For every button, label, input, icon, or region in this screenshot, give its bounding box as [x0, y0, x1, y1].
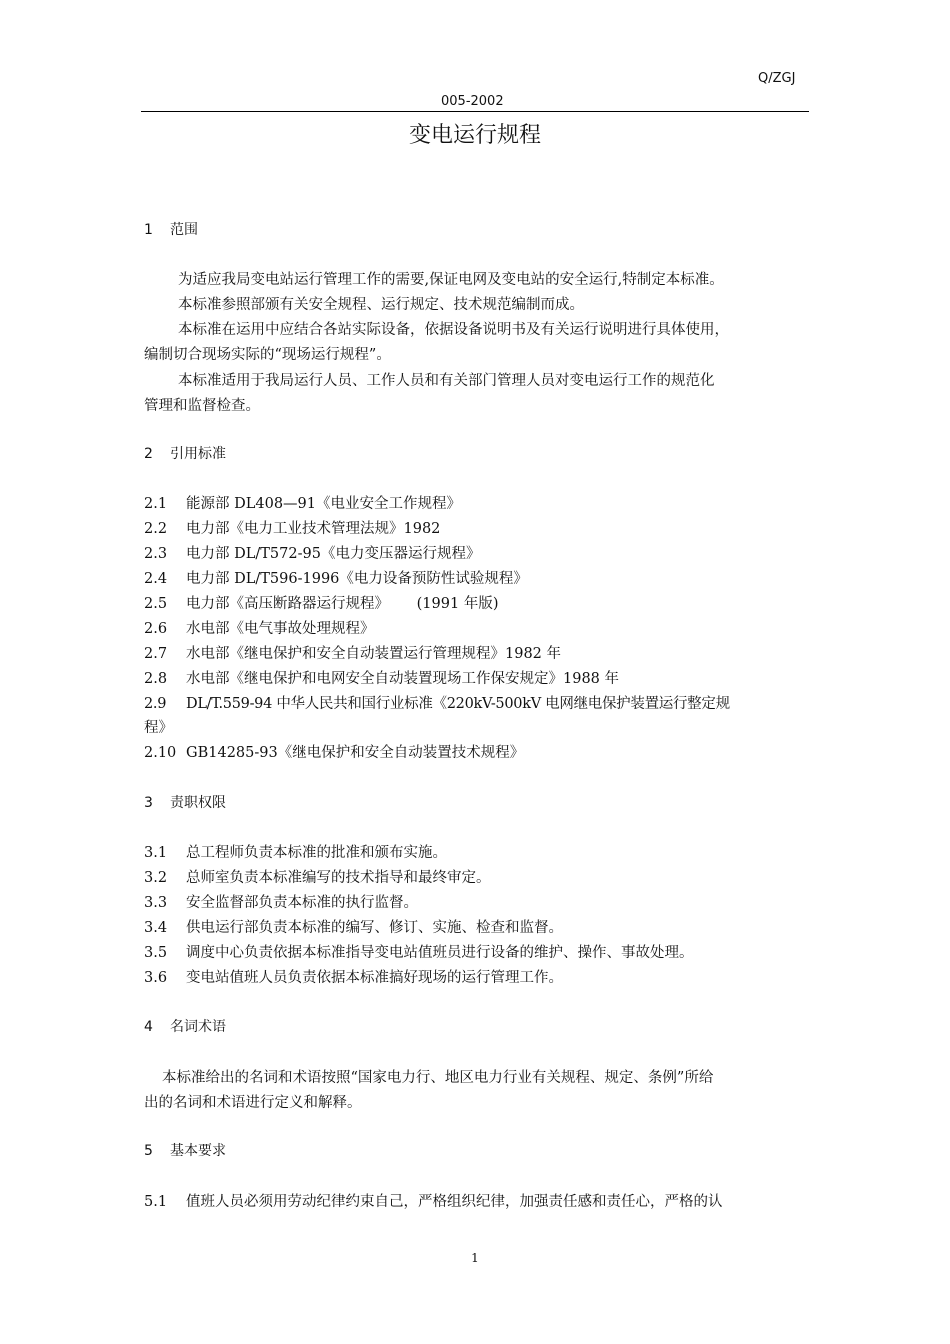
item-text: 值班人员必须用劳动纪律约束自己，严格组织纪律，加强责任感和责任心，严格的认	[186, 1194, 723, 1210]
item-number: 3.3	[144, 895, 168, 911]
section-title: 责职权限	[170, 795, 226, 811]
section-heading-5	[144, 1140, 226, 1160]
section-title: 范围	[170, 222, 198, 238]
item-number: 2.6	[144, 621, 168, 637]
item-text: 电力部《电力工业技术管理法规》1982	[186, 521, 441, 537]
item-number: 3.4	[144, 920, 168, 936]
list-item	[144, 667, 619, 688]
section-heading-2	[144, 443, 226, 463]
page-number: 1	[471, 1251, 479, 1265]
paragraph-line: 本标准给出的名词和术语按照“国家电力行、地区电力行业有关规程、规定、条例”所给	[162, 1070, 714, 1086]
paragraph-line: 为适应我局变电站运行管理工作的需要,保证电网及变电站的安全运行,特制定本标准。	[178, 272, 724, 288]
item-number: 2.7	[144, 646, 168, 662]
paragraph-line: 出的名词和术语进行定义和解释。	[144, 1095, 362, 1111]
header-code: Q/ZGJ	[758, 71, 796, 86]
list-item	[144, 966, 563, 987]
list-item	[144, 1190, 723, 1211]
section-title: 基本要求	[170, 1143, 226, 1159]
list-item	[144, 517, 440, 538]
section-title: 名词术语	[170, 1019, 226, 1035]
section-number: 4	[144, 1019, 153, 1035]
item-number: 3.6	[144, 970, 168, 986]
item-text: 总工程师负责本标准的批准和颁布实施。	[186, 845, 447, 861]
item-number: 2.9	[144, 696, 167, 712]
section-heading-1	[144, 219, 198, 239]
paragraph-line: 本标准适用于我局运行人员、工作人员和有关部门管理人员对变电运行工作的规范化	[178, 373, 715, 389]
item-number: 2.4	[144, 571, 168, 587]
item-text: 电力部 DL/T572-95《电力变压器运行规程》	[186, 546, 481, 562]
item-text: 供电运行部负责本标准的编写、修订、实施、检查和监督。	[186, 920, 563, 936]
item-number: 2.10	[144, 745, 177, 761]
item-number: 2.3	[144, 546, 168, 562]
list-item	[144, 866, 491, 887]
section-number: 5	[144, 1143, 153, 1159]
item-text: 程》	[144, 720, 173, 736]
list-item	[144, 592, 498, 613]
item-number: 2.1	[144, 496, 168, 512]
list-item	[144, 692, 730, 713]
item-text: 电力部 DL/T596-1996《电力设备预防性试验规程》	[186, 571, 528, 587]
item-text: 能源部 DL408—91《电业安全工作规程》	[186, 496, 461, 512]
list-item	[144, 916, 563, 937]
page-title: 变电运行规程	[408, 123, 541, 148]
section-number: 2	[144, 446, 153, 462]
section-heading-3	[144, 792, 226, 812]
list-item	[144, 542, 480, 563]
list-item	[144, 492, 461, 513]
item-text: 安全监督部负责本标准的执行监督。	[186, 895, 418, 911]
item-number: 2.5	[144, 596, 168, 612]
item-number: 3.1	[144, 845, 168, 861]
item-number: 2.2	[144, 521, 168, 537]
list-item	[144, 741, 524, 762]
header-rule	[141, 111, 809, 112]
list-item	[144, 617, 375, 638]
list-item	[144, 642, 561, 663]
item-text: 水电部《继电保护和电网安全自动装置现场工作保安规定》1988 年	[186, 671, 620, 687]
list-item	[144, 941, 694, 962]
list-item	[144, 841, 447, 862]
item-number: 2.8	[144, 671, 168, 687]
list-item-continuation	[144, 716, 173, 737]
paragraph-line: 本标准参照部颁有关安全规程、运行规定、技术规范编制而成。	[178, 297, 584, 313]
item-text: 变电站值班人员负责依据本标准搞好现场的运行管理工作。	[186, 970, 563, 986]
header-number: 005-2002	[441, 94, 504, 109]
item-text: 总师室负责本标准编写的技术指导和最终审定。	[186, 870, 491, 886]
section-heading-4	[144, 1016, 226, 1036]
paragraph-line: 管理和监督检查。	[144, 398, 260, 414]
item-number: 3.5	[144, 945, 168, 961]
paragraph-line: 本标准在运用中应结合各站实际设备，依据设备说明书及有关运行说明进行具体使用，	[178, 322, 729, 338]
item-number: 3.2	[144, 870, 168, 886]
list-item	[144, 891, 418, 912]
item-number: 5.1	[144, 1194, 168, 1210]
section-title: 引用标准	[170, 446, 226, 462]
item-text: 水电部《电气事故处理规程》	[186, 621, 375, 637]
section-number: 1	[144, 222, 153, 238]
paragraph-line: 编制切合现场实际的“现场运行规程”。	[144, 347, 391, 363]
item-text: DL/T.559-94 中华人民共和国行业标准《220kV-500kV 电网继电保护装置运行整定规	[186, 696, 730, 712]
section-number: 3	[144, 795, 153, 811]
item-text: 调度中心负责依据本标准指导变电站值班员进行设备的维护、操作、事故处理。	[186, 945, 694, 961]
item-text: 水电部《继电保护和安全自动装置运行管理规程》1982 年	[186, 646, 562, 662]
item-text: GB14285-93《继电保护和安全自动装置技术规程》	[186, 745, 525, 761]
item-text: 电力部《高压断路器运行规程》 (1991 年版)	[186, 596, 499, 612]
list-item	[144, 567, 528, 588]
